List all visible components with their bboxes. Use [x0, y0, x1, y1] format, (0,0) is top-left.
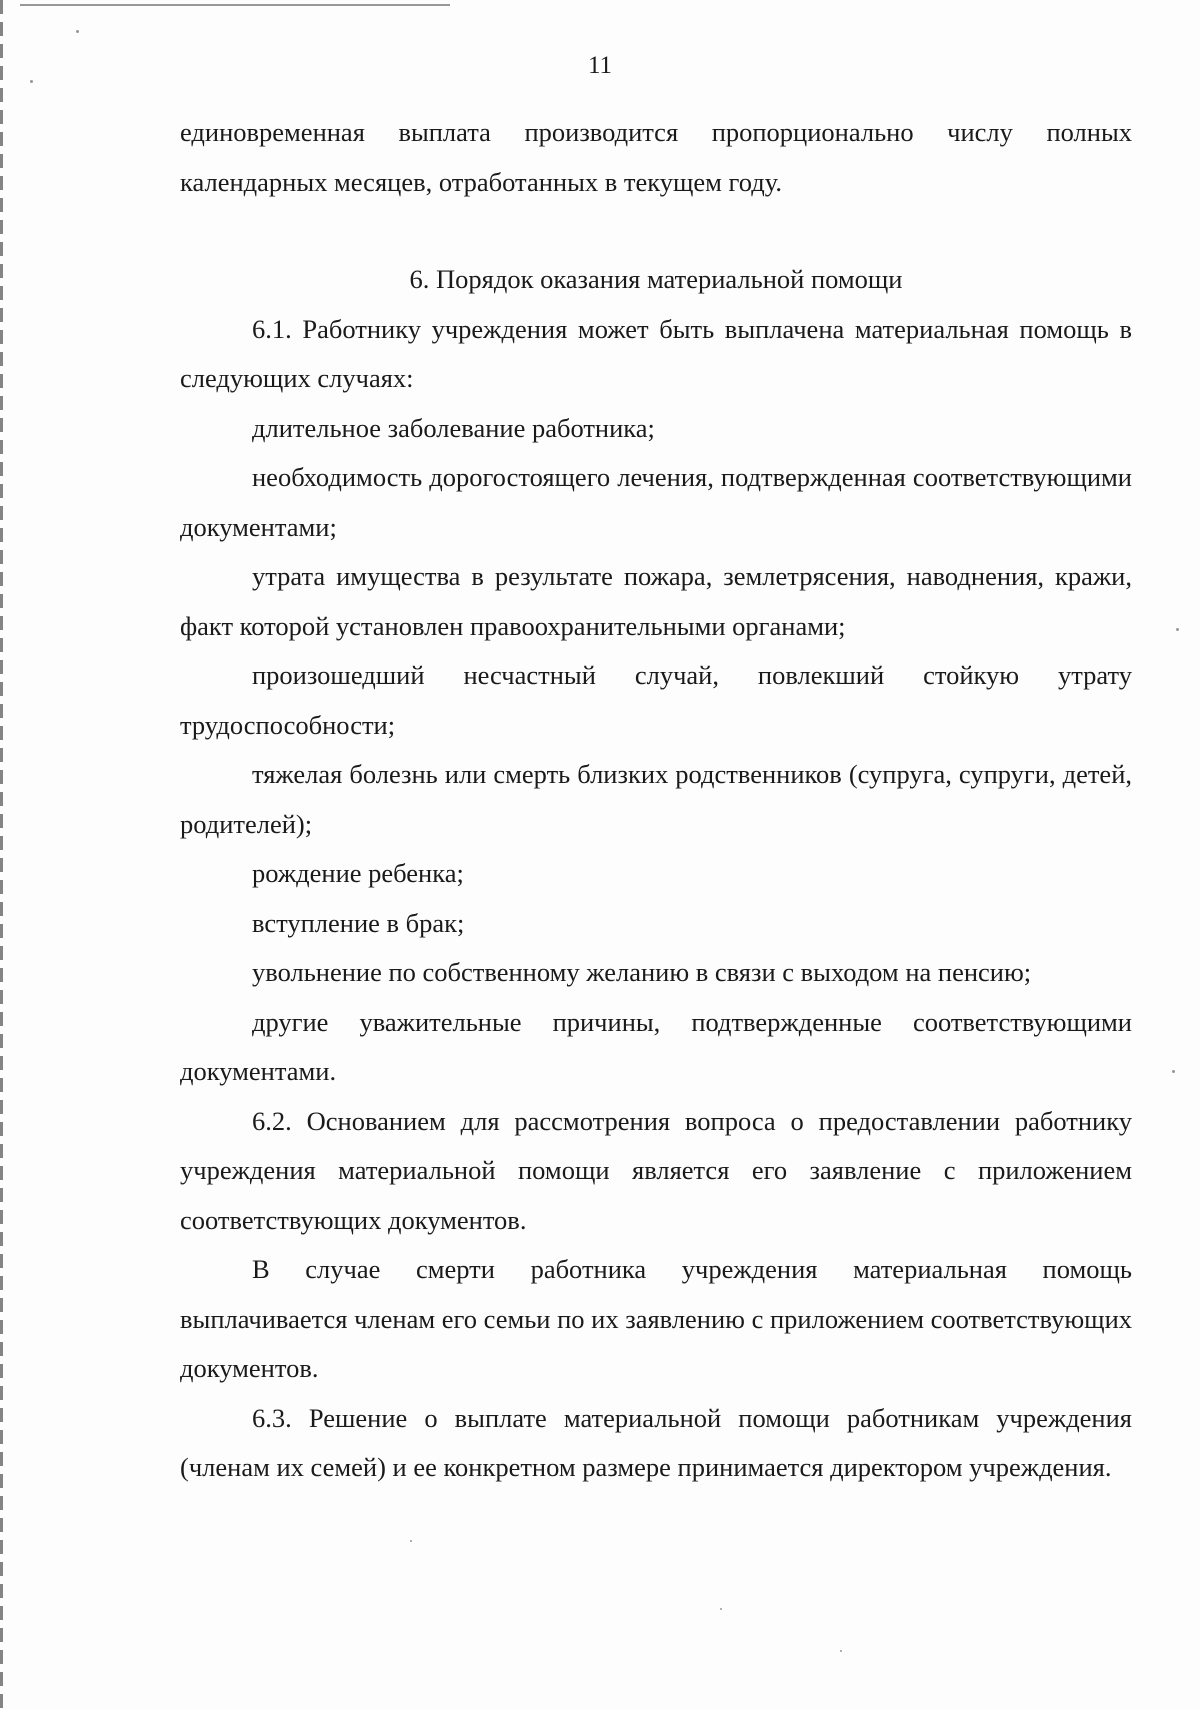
- paragraph: 6.1. Работнику учреждения может быть выплачена материальная помощь в следующих случаях:: [180, 313, 1132, 393]
- list-item: необходимость дорогостоящего лечения, подтвержденная соответствующими документами;: [180, 462, 1132, 542]
- scan-speck: [1176, 628, 1179, 631]
- scan-speck: [410, 1540, 412, 1542]
- list-item: рождение ребенка;: [252, 858, 464, 888]
- scan-speck: [1172, 1070, 1175, 1073]
- paragraph: 6.2. Основанием для рассмотрения вопроса о предоставлении работнику учреждения материальной помощи является его заявление с приложением соответствующих документов.: [180, 1105, 1132, 1235]
- scan-speck: [30, 80, 33, 83]
- paragraph: В случае смерти работника учреждения материальная помощь выплачивается членам его семьи по их заявлению с приложением соответствующих документов.: [180, 1254, 1132, 1383]
- list-item: тяжелая болезнь или смерть близких родственников (супруга, супруги, детей, родителей);: [180, 759, 1132, 839]
- scan-speck: [840, 1650, 842, 1652]
- section-heading: 6. Порядок оказания материальной помощи: [409, 264, 903, 294]
- scan-speck: [76, 30, 79, 33]
- list-item: увольнение по собственному желанию в связи с выходом на пенсию;: [252, 957, 1032, 987]
- page-number: 11: [587, 52, 613, 79]
- scan-edge-artifact: [0, 0, 3, 1709]
- list-item: утрата имущества в результате пожара, землетрясения, наводнения, кражи, факт которой установлен правоохранительными органами;: [180, 561, 1132, 641]
- list-item: вступление в брак;: [252, 907, 465, 938]
- scan-speck: [720, 1608, 722, 1610]
- list-item: длительное заболевание работника;: [252, 412, 655, 443]
- document-body: [180, 108, 1132, 1493]
- list-item: другие уважительные причины, подтвержденные соответствующими документами.: [180, 1006, 1132, 1086]
- top-rule-artifact: [20, 4, 450, 6]
- paragraph: единовременная выплата производится пропорционально числу полных календарных месяцев, отработанных в текущем году.: [180, 117, 1132, 197]
- paragraph: 6.3. Решение о выплате материальной помощи работникам учреждения (членам их семей) и ее конкретном размере принимается директором учреждения.: [180, 1402, 1132, 1482]
- list-item: произошедший несчастный случай, повлекший стойкую утрату трудоспособности;: [180, 660, 1132, 740]
